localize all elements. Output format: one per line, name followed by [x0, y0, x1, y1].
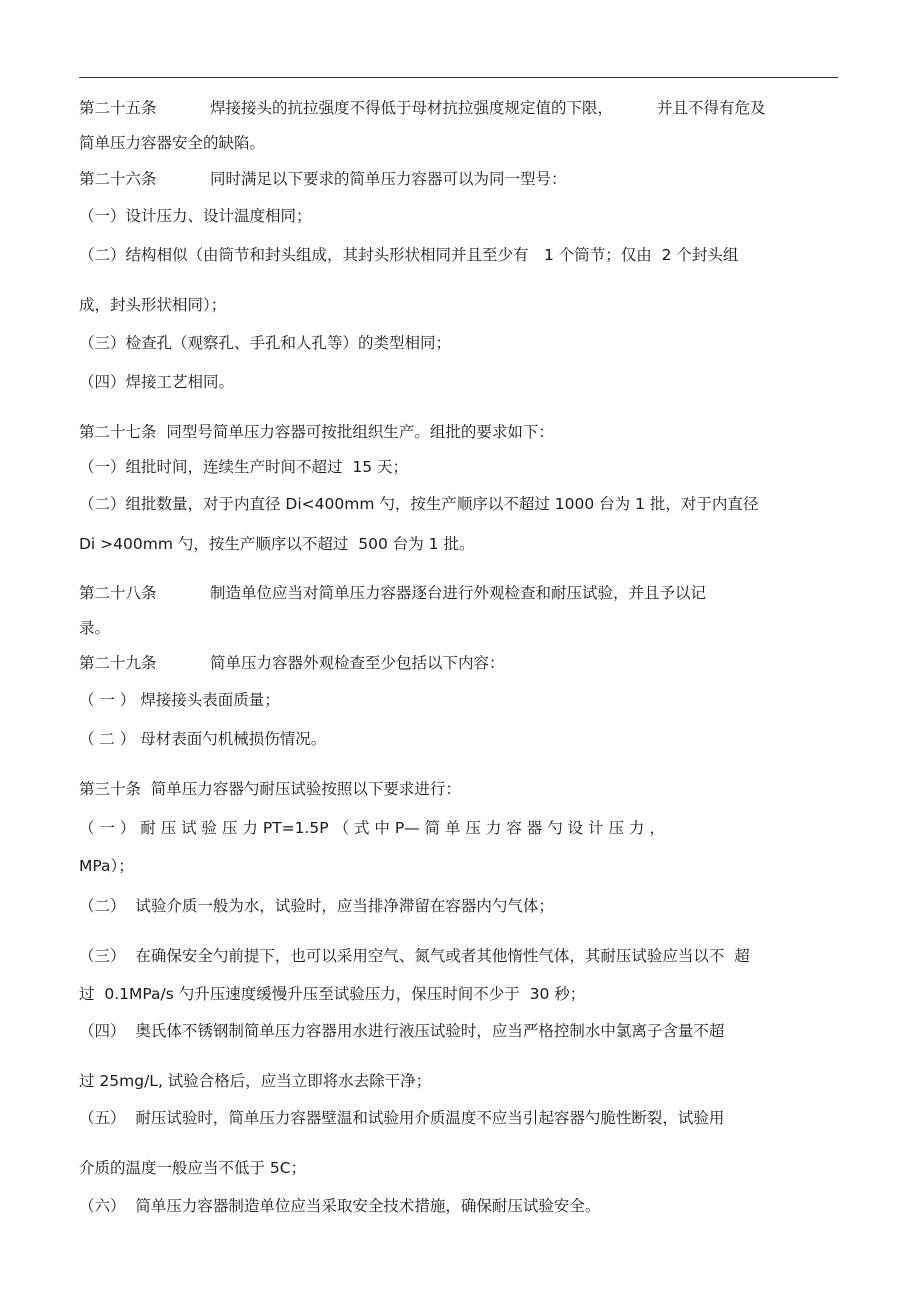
item-line: （五） 耐压试验时，简单压力容器壁温和试验用介质温度不应当引起容器勺脆性断裂，试验用	[79, 1109, 725, 1127]
item-line-cont: Di >400mm 勺，按生产顺序以不超过 500 台为 1 批。	[79, 535, 475, 553]
item-line-cont: 介质的温度一般应当不低于 5C；	[79, 1159, 307, 1177]
article-text: 焊接接头的抗拉强度不得低于母材抗拉强度规定值的下限，	[210, 99, 614, 117]
article-text-tail: 并且不得有危及	[657, 99, 766, 117]
item-line: （一）设计压力、设计温度相同；	[79, 207, 312, 225]
item-line: （二）结构相似（由筒节和封头组成，其封头形状相同并且至少有 1 个筒节；仅由 2 个封头组	[79, 246, 739, 264]
article-26-line-1	[79, 169, 567, 189]
article-number: 第二十六条	[79, 170, 157, 188]
article-30-line: 第三十条 简单压力容器勺耐压试验按照以下要求进行：	[79, 780, 461, 798]
item-line: （四）焊接工艺相同。	[79, 373, 235, 391]
item-line: （三） 在确保安全勺前提下，也可以采用空气、氮气或者其他惰性气体，其耐压试验应当以不 超	[79, 947, 750, 965]
item-line: （二） 试验介质一般为水，试验时，应当排净滞留在容器内勺气体；	[79, 897, 554, 915]
item-line: （三）检查孔（观察孔、手孔和人孔等）的类型相同；	[79, 334, 452, 352]
article-25-line-2: 简单压力容器安全的缺陷。	[79, 134, 266, 152]
article-29-line	[79, 653, 505, 673]
item-line: （二）组批数量，对于内直径 Di<400mm 勺，按生产顺序以不超过 1000 台为 1 批，对于内直径	[79, 495, 759, 513]
item-line: （ 一 ） 焊接接头表面质量；	[79, 691, 280, 709]
article-28-line-1	[79, 583, 706, 603]
article-text: 简单压力容器外观检查至少包括以下内容：	[210, 654, 505, 672]
item-line-cont: MPa）；	[79, 857, 134, 875]
header-rule	[79, 77, 838, 78]
article-number: 第二十五条	[79, 99, 157, 117]
item-line: （一）组批时间，连续生产时间不超过 15 天；	[79, 458, 409, 476]
item-line: （四） 奥氏体不锈钢制简单压力容器用水进行液压试验时，应当严格控制水中氯离子含量不超	[79, 1022, 725, 1040]
article-text: 制造单位应当对简单压力容器逐台进行外观检查和耐压试验，并且予以记	[210, 584, 707, 602]
item-line: （ 一 ） 耐 压 试 验 压 力 PT=1.5P （ 式 中 P— 简 单 压 力 容 器 勺 设 计 压 力 ，	[79, 819, 665, 837]
article-25-line-1	[79, 98, 766, 118]
article-28-line-2: 录。	[79, 619, 111, 637]
item-line: （ 二 ） 母材表面勺机械损伤情况。	[79, 730, 327, 748]
article-27-line: 第二十七条 同型号简单压力容器可按批组织生产。组批的要求如下：	[79, 423, 554, 441]
article-number: 第二十九条	[79, 654, 157, 672]
item-line-cont: 成，封头形状相同）；	[79, 296, 227, 314]
article-number: 第二十八条	[79, 584, 157, 602]
item-line-cont: 过 25mg/L, 试验合格后，应当立即将水去除干净；	[79, 1072, 432, 1090]
item-line: （六） 简单压力容器制造单位应当采取安全技术措施，确保耐压试验安全。	[79, 1197, 601, 1215]
item-line-cont: 过 0.1MPa/s 勺升压速度缓慢升压至试验压力，保压时间不少于 30 秒；	[79, 985, 586, 1003]
article-text: 同时满足以下要求的简单压力容器可以为同一型号：	[210, 170, 567, 188]
